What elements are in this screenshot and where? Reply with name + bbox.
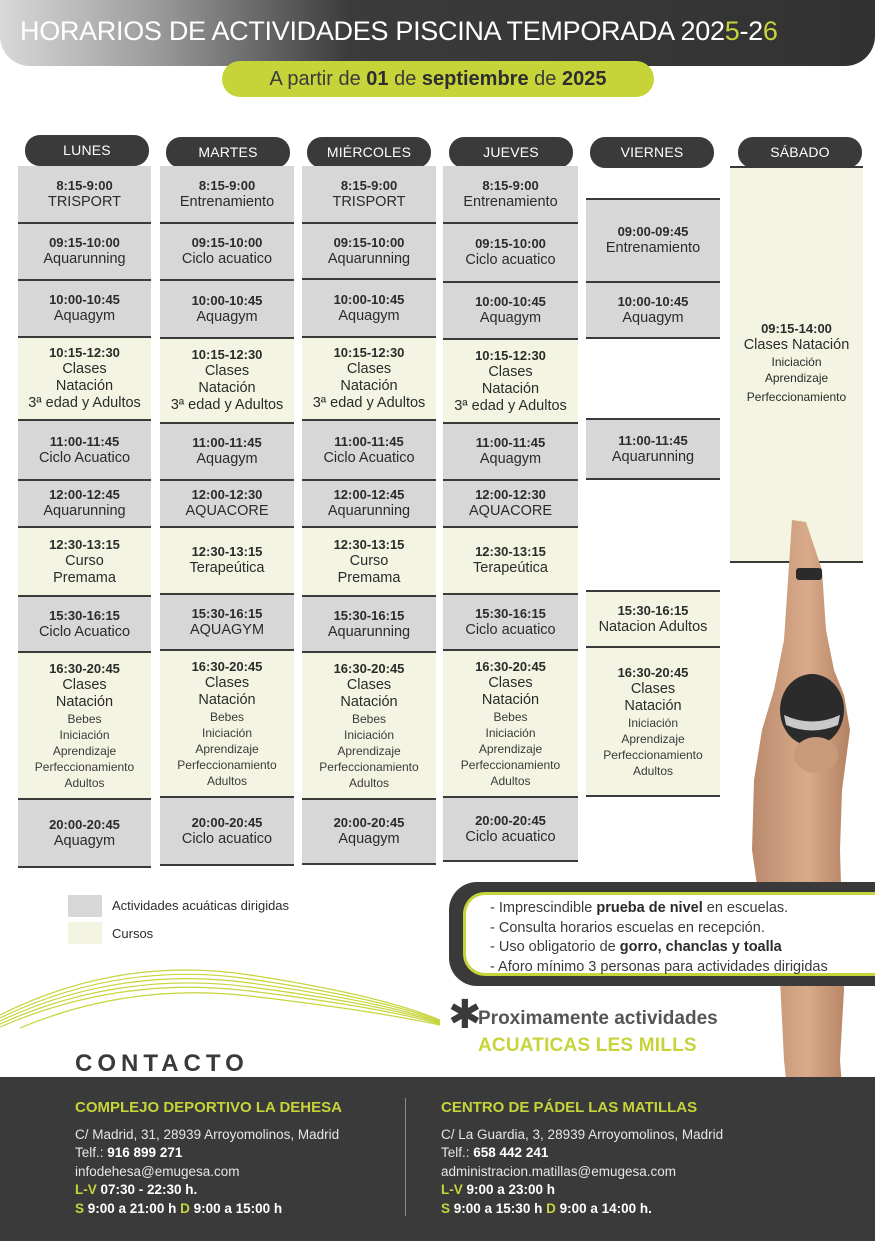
activity-time: 10:00-10:45 xyxy=(617,293,689,309)
activity-name: AQUACORE xyxy=(469,503,552,519)
activity-name: AQUACORE xyxy=(185,503,269,519)
activity-time: 8:15-9:00 xyxy=(482,177,539,193)
activity-cell-martes xyxy=(160,798,294,866)
activity-time: 12:00-12:45 xyxy=(333,487,405,502)
activity-name: Ciclo acuatico xyxy=(465,621,556,638)
saturday-level: Iniciación xyxy=(771,355,822,369)
activity-cell-miercoles xyxy=(302,280,436,338)
activity-level: 3ª edad y Adultos xyxy=(170,397,284,413)
venue-matillas xyxy=(441,1099,723,1218)
day-header-miercoles: MIÉRCOLES xyxy=(307,137,431,168)
activity-time: 10:00-10:45 xyxy=(49,292,120,307)
activity-name: Aquagym xyxy=(53,832,116,849)
activity-cell-miercoles xyxy=(302,597,436,653)
activity-cell-miercoles xyxy=(302,481,436,528)
activity-time: 10:00-10:45 xyxy=(191,292,263,308)
day-header-viernes: VIERNES xyxy=(590,137,714,168)
activity-name: Aquarunning xyxy=(327,623,411,640)
activity-time: 12:30-13:15 xyxy=(191,544,263,559)
activity-name: AQUAGYM xyxy=(189,621,265,638)
activity-name: TRISPORT xyxy=(47,193,122,210)
activity-cell-jueves xyxy=(443,166,578,224)
contact-title: CONTACTO xyxy=(75,1050,249,1077)
activity-name: Ciclo acuatico xyxy=(465,252,556,268)
activity-time: 15:30-16:15 xyxy=(49,607,120,623)
cell-divider xyxy=(586,198,720,200)
activity-name: Clases xyxy=(204,363,250,379)
coming-soon-text: Proximamente actividades xyxy=(478,1008,718,1029)
venue-weekday-hours: L-V 9:00 a 23:00 h xyxy=(441,1182,556,1197)
activity-level: Iniciación xyxy=(343,727,395,742)
activity-level: Adultos xyxy=(348,775,390,790)
activity-name: Natación xyxy=(340,378,398,394)
activity-cell-viernes xyxy=(586,592,720,648)
saturday-level: Perfeccionamiento xyxy=(746,390,847,404)
activity-cell-viernes xyxy=(586,283,720,339)
activity-cell-martes xyxy=(160,166,294,224)
activity-name: Natación xyxy=(55,693,114,710)
activity-cell-jueves xyxy=(443,595,578,651)
activity-name: Aquagym xyxy=(53,308,116,324)
activity-name: Natacion Adultos xyxy=(598,618,708,635)
activity-time: 11:00-11:45 xyxy=(192,435,262,450)
activity-time: 11:00-11:45 xyxy=(618,432,688,448)
activity-cell-martes xyxy=(160,481,294,528)
activity-cell-martes xyxy=(160,424,294,481)
activity-cell-viernes xyxy=(586,200,720,283)
activity-name: Ciclo acuatico xyxy=(181,251,273,267)
footer-divider xyxy=(405,1098,406,1216)
activity-cell-martes xyxy=(160,281,294,339)
venue-name: COMPLEJO DEPORTIVO LA DEHESA xyxy=(75,1099,342,1116)
activity-name: Curso xyxy=(65,552,104,569)
activity-cell-lunes xyxy=(18,421,151,481)
activity-name: Clases xyxy=(62,676,107,693)
activity-name: Ciclo Acuatico xyxy=(323,449,415,466)
activity-time: 09:15-10:00 xyxy=(191,235,263,250)
activity-cell-jueves xyxy=(443,424,578,481)
activity-level: Perfeccionamiento xyxy=(603,747,703,762)
venue-email[interactable]: infodehesa@emugesa.com xyxy=(75,1163,240,1179)
activity-name: Ciclo acuatico xyxy=(181,830,273,847)
activity-level: Aprendizaje xyxy=(478,741,543,756)
activity-cell-lunes xyxy=(18,338,151,421)
activity-time: 20:00-20:45 xyxy=(49,816,120,832)
activity-name: Aquagym xyxy=(479,451,542,467)
activity-name: Clases xyxy=(346,676,392,693)
activity-cell-jueves xyxy=(443,798,578,862)
activity-name: Premama xyxy=(337,569,401,586)
activity-cell-viernes xyxy=(586,648,720,797)
activity-time: 16:30-20:45 xyxy=(49,660,120,676)
activity-name: Aquarunning xyxy=(43,251,126,267)
activity-name: Aquarunning xyxy=(43,503,126,519)
cell-divider xyxy=(586,418,720,420)
activity-cell-martes xyxy=(160,528,294,595)
activity-level: 3ª edad y Adultos xyxy=(312,395,426,411)
legend-label-cursos: Cursos xyxy=(112,926,154,941)
activity-time: 15:30-16:15 xyxy=(475,605,546,621)
note-item: - Imprescindible prueba de nivel en escuelas. xyxy=(490,900,789,916)
activity-cell-miercoles xyxy=(302,421,436,481)
activity-cell-lunes xyxy=(18,481,151,528)
activity-name: Natación xyxy=(198,691,256,708)
activity-level: Bebes xyxy=(209,709,245,724)
activity-level: Aprendizaje xyxy=(337,743,401,758)
activity-cell-miercoles xyxy=(302,528,436,597)
activity-level: Adultos xyxy=(490,773,531,788)
activity-time: 11:00-11:45 xyxy=(475,435,546,450)
activity-cell-lunes xyxy=(18,597,151,653)
activity-name: Aquagym xyxy=(622,309,684,326)
activity-cell-miercoles xyxy=(302,224,436,280)
activity-level: 3ª edad y Adultos xyxy=(454,397,567,414)
activity-time: 12:30-13:15 xyxy=(49,536,120,552)
venue-phone: Telf.: 658 442 241 xyxy=(441,1145,549,1160)
activity-cell-miercoles xyxy=(302,800,436,865)
start-date-pill: A partir de 01 de septiembre de 2025 xyxy=(222,61,654,97)
saturday-activity: Clases Natación xyxy=(743,337,850,353)
activity-name: Ciclo Acuatico xyxy=(38,449,131,466)
activity-time: 16:30-20:45 xyxy=(191,658,263,674)
activity-level: Perfeccionamiento xyxy=(460,757,561,772)
activity-cell-miercoles xyxy=(302,653,436,800)
saturday-time: 09:15-14:00 xyxy=(761,321,832,336)
activity-cell-martes xyxy=(160,595,294,651)
activity-name: Aquarunning xyxy=(327,250,411,267)
activity-cell-martes xyxy=(160,339,294,424)
activity-time: 20:00-20:45 xyxy=(191,814,263,830)
activity-level: Aprendizaje xyxy=(621,731,685,746)
activity-level: Iniciación xyxy=(201,725,253,740)
activity-cell-jueves xyxy=(443,340,578,424)
cell-divider xyxy=(586,590,720,592)
note-item: - Uso obligatorio de gorro, chanclas y toalla xyxy=(490,939,782,955)
day-header-jueves: JUEVES xyxy=(449,137,573,168)
legend-swatch-cursos xyxy=(68,922,102,944)
activity-time: 8:15-9:00 xyxy=(198,177,256,193)
page-title: HORARIOS DE ACTIVIDADES PISCINA TEMPORADA 2025-26 xyxy=(20,16,778,46)
activity-level: Perfeccionamiento xyxy=(177,757,277,772)
activity-cell-lunes xyxy=(18,800,151,868)
activity-name: Clases xyxy=(488,363,533,380)
venue-address: C/ La Guardia, 3, 28939 Arroyomolinos, Madrid xyxy=(441,1126,724,1142)
activity-name: Clases xyxy=(204,674,250,691)
activity-time: 20:00-20:45 xyxy=(475,812,546,828)
activity-level: Adultos xyxy=(64,775,105,790)
activity-time: 09:15-10:00 xyxy=(475,236,546,251)
activity-time: 8:15-9:00 xyxy=(56,177,113,193)
activity-cell-lunes xyxy=(18,528,151,597)
activity-name: Aquagym xyxy=(338,831,400,847)
activity-name: Aquagym xyxy=(338,307,400,324)
activity-time: 10:00-10:45 xyxy=(475,294,546,309)
activity-time: 11:00-11:45 xyxy=(334,433,404,449)
activity-time: 16:30-20:45 xyxy=(617,664,689,680)
activity-name: Aquarunning xyxy=(611,448,695,465)
activity-time: 15:30-16:15 xyxy=(333,607,405,623)
activity-name: Premama xyxy=(53,569,116,586)
activity-cell-jueves xyxy=(443,528,578,595)
venue-dehesa xyxy=(75,1099,342,1218)
legend-label-dirigidas: Actividades acuáticas dirigidas xyxy=(112,898,290,913)
activity-cell-lunes xyxy=(18,653,151,800)
activity-time: 10:15-12:30 xyxy=(191,347,263,362)
activity-name: Natación xyxy=(481,380,540,397)
activity-level: Aprendizaje xyxy=(195,741,259,756)
venue-weekend-hours: S 9:00 a 21:00 h D 9:00 a 15:00 h xyxy=(75,1200,283,1216)
activity-name: Ciclo acuatico xyxy=(465,828,556,845)
activity-level: Perfeccionamiento xyxy=(319,759,419,774)
activity-time: 11:00-11:45 xyxy=(49,433,120,449)
activity-level: 3ª edad y Adultos xyxy=(28,395,141,411)
activity-time: 16:30-20:45 xyxy=(333,660,405,676)
activity-level: Iniciación xyxy=(59,727,110,742)
activity-time: 10:15-12:30 xyxy=(475,347,546,363)
activity-cell-jueves xyxy=(443,224,578,283)
activity-name: Ciclo Acuatico xyxy=(38,623,131,640)
activity-cell-martes xyxy=(160,224,294,281)
venue-address: C/ Madrid, 31, 28939 Arroyomolinos, Madrid xyxy=(75,1126,340,1142)
activity-time: 15:30-16:15 xyxy=(617,602,689,618)
activity-level: Iniciación xyxy=(627,715,679,730)
activity-name: Aquagym xyxy=(196,308,258,325)
day-header-lunes: LUNES xyxy=(25,135,149,166)
venue-weekday-hours: L-V 07:30 - 22:30 h. xyxy=(75,1182,198,1197)
activity-name: Terapeútica xyxy=(473,560,548,576)
activity-name: Natación xyxy=(481,691,540,708)
venue-phone: Telf.: 916 899 271 xyxy=(75,1145,183,1160)
activity-time: 09:15-10:00 xyxy=(49,235,120,250)
wave-decoration xyxy=(0,960,445,1030)
day-header-martes: MARTES xyxy=(166,137,290,168)
activity-cell-miercoles xyxy=(302,166,436,224)
activity-time: 12:00-12:30 xyxy=(475,487,546,502)
saturday-level: Aprendizaje xyxy=(764,371,829,385)
activity-name: Clases xyxy=(488,674,533,691)
legend-swatch-dirigidas xyxy=(68,895,102,917)
activity-name: Aquagym xyxy=(196,451,258,467)
notes-box xyxy=(449,882,875,986)
activity-level: Bebes xyxy=(351,711,387,726)
activity-level: Iniciación xyxy=(485,725,536,740)
activity-cell-lunes xyxy=(18,224,151,281)
activity-time: 12:00-12:30 xyxy=(191,487,263,502)
activity-name: Aquarunning xyxy=(327,503,411,519)
activity-time: 12:00-12:45 xyxy=(49,487,120,502)
activity-name: Entrenamiento xyxy=(179,193,275,210)
day-header-sabado: SÁBADO xyxy=(738,137,862,168)
activity-level: Bebes xyxy=(493,709,528,724)
les-mills-text: ACUATICAS LES MILLS xyxy=(478,1035,697,1056)
activity-time: 16:30-20:45 xyxy=(475,658,546,674)
activity-level: Bebes xyxy=(67,711,102,726)
activity-cell-viernes xyxy=(586,420,720,480)
activity-name: TRISPORT xyxy=(332,193,406,210)
activity-level: Adultos xyxy=(206,773,248,788)
activity-time: 8:15-9:00 xyxy=(340,177,398,193)
note-item: - Aforo mínimo 3 personas para actividades dirigidas xyxy=(490,958,828,975)
activity-name: Natación xyxy=(198,380,256,396)
activity-name: Clases xyxy=(346,361,392,377)
activity-name: Terapeútica xyxy=(189,560,265,576)
activity-cell-jueves xyxy=(443,651,578,798)
activity-name: Natación xyxy=(55,378,114,394)
activity-name: Entrenamiento xyxy=(463,193,558,210)
activity-time: 09:15-10:00 xyxy=(333,234,405,250)
activity-name: Aquagym xyxy=(479,310,542,326)
activity-cell-lunes xyxy=(18,281,151,338)
venue-name: CENTRO DE PÁDEL LAS MATILLAS xyxy=(441,1099,698,1116)
activity-name: Clases xyxy=(630,680,676,697)
saturday-block xyxy=(730,168,863,563)
activity-name: Natación xyxy=(624,697,682,714)
asterisk-icon: ✱ xyxy=(448,993,482,1037)
activity-time: 10:15-12:30 xyxy=(333,345,405,360)
activity-level: Perfeccionamiento xyxy=(34,759,135,774)
activity-cell-lunes xyxy=(18,166,151,224)
activity-cell-miercoles xyxy=(302,338,436,421)
venue-weekend-hours: S 9:00 a 15:30 h D 9:00 a 14:00 h. xyxy=(441,1200,652,1216)
activity-time: 12:30-13:15 xyxy=(475,544,546,559)
activity-time: 20:00-20:45 xyxy=(333,815,405,830)
activity-name: Natación xyxy=(340,693,398,710)
activity-name: Entrenamiento xyxy=(605,240,701,256)
activity-level: Aprendizaje xyxy=(52,743,117,758)
activity-time: 10:15-12:30 xyxy=(49,345,120,360)
activity-time: 12:30-13:15 xyxy=(333,536,405,552)
note-item: - Consulta horarios escuelas en recepción. xyxy=(490,919,765,936)
header-banner xyxy=(0,0,875,66)
activity-name: Clases xyxy=(62,361,107,377)
activity-cell-jueves xyxy=(443,283,578,340)
activity-level: Adultos xyxy=(632,763,674,778)
activity-name: Curso xyxy=(349,552,389,569)
activity-time: 15:30-16:15 xyxy=(191,605,263,621)
activity-cell-martes xyxy=(160,651,294,798)
activity-time: 10:00-10:45 xyxy=(333,291,405,307)
notes-list xyxy=(463,892,875,976)
venue-email[interactable]: administracion.matillas@emugesa.com xyxy=(441,1163,677,1179)
activity-time: 09:00-09:45 xyxy=(617,224,689,239)
activity-cell-jueves xyxy=(443,481,578,528)
